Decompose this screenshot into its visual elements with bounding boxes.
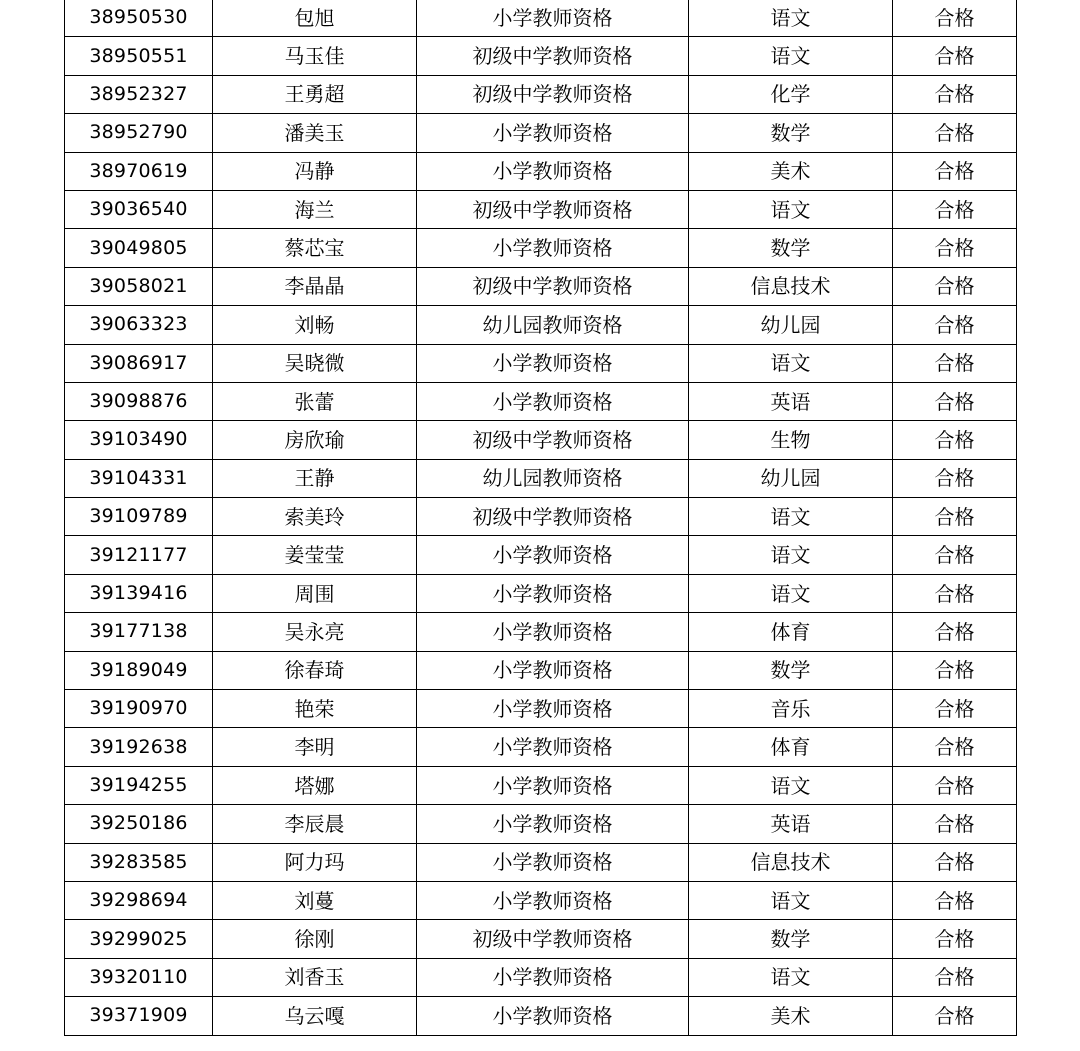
cell-subject: 英语 [689, 805, 893, 843]
cell-result: 合格 [893, 881, 1017, 919]
cell-qualification: 小学教师资格 [417, 114, 689, 152]
cell-exam-id: 39190970 [65, 690, 213, 728]
cell-result: 合格 [893, 690, 1017, 728]
cell-subject: 数学 [689, 920, 893, 958]
cell-name: 吴晓微 [213, 344, 417, 382]
cell-qualification: 初级中学教师资格 [417, 421, 689, 459]
table-row [65, 613, 1017, 651]
cell-name: 周围 [213, 574, 417, 612]
cell-name: 张蕾 [213, 382, 417, 420]
cell-qualification: 小学教师资格 [417, 229, 689, 267]
cell-subject: 幼儿园 [689, 306, 893, 344]
cell-exam-id: 39194255 [65, 766, 213, 804]
table-row [65, 0, 1017, 37]
cell-name: 阿力玛 [213, 843, 417, 881]
table-row [65, 421, 1017, 459]
cell-subject: 信息技术 [689, 267, 893, 305]
cell-exam-id: 39283585 [65, 843, 213, 881]
cell-result: 合格 [893, 958, 1017, 996]
cell-name: 蔡芯宝 [213, 229, 417, 267]
results-table [64, 0, 1017, 1036]
cell-result: 合格 [893, 421, 1017, 459]
cell-qualification: 幼儿园教师资格 [417, 306, 689, 344]
cell-subject: 数学 [689, 229, 893, 267]
cell-qualification: 小学教师资格 [417, 997, 689, 1035]
cell-qualification: 小学教师资格 [417, 843, 689, 881]
table-row [65, 805, 1017, 843]
cell-name: 冯静 [213, 152, 417, 190]
table-row [65, 267, 1017, 305]
cell-result: 合格 [893, 459, 1017, 497]
cell-exam-id: 39299025 [65, 920, 213, 958]
table-row [65, 229, 1017, 267]
table-row [65, 766, 1017, 804]
table-row [65, 75, 1017, 113]
table-row [65, 536, 1017, 574]
cell-qualification: 小学教师资格 [417, 344, 689, 382]
cell-exam-id: 39250186 [65, 805, 213, 843]
cell-exam-id: 38952327 [65, 75, 213, 113]
cell-name: 李晶晶 [213, 267, 417, 305]
cell-qualification: 小学教师资格 [417, 690, 689, 728]
cell-result: 合格 [893, 651, 1017, 689]
cell-subject: 音乐 [689, 690, 893, 728]
cell-result: 合格 [893, 920, 1017, 958]
table-row [65, 843, 1017, 881]
cell-subject: 语文 [689, 190, 893, 228]
cell-name: 徐春琦 [213, 651, 417, 689]
cell-exam-id: 39036540 [65, 190, 213, 228]
cell-subject: 语文 [689, 536, 893, 574]
cell-qualification: 小学教师资格 [417, 881, 689, 919]
cell-name: 徐刚 [213, 920, 417, 958]
cell-result: 合格 [893, 114, 1017, 152]
cell-exam-id: 39063323 [65, 306, 213, 344]
cell-qualification: 小学教师资格 [417, 958, 689, 996]
cell-qualification: 小学教师资格 [417, 651, 689, 689]
cell-exam-id: 39177138 [65, 613, 213, 651]
cell-result: 合格 [893, 843, 1017, 881]
cell-subject: 语文 [689, 344, 893, 382]
table-row [65, 344, 1017, 382]
cell-name: 塔娜 [213, 766, 417, 804]
cell-exam-id: 39104331 [65, 459, 213, 497]
table-row [65, 152, 1017, 190]
cell-result: 合格 [893, 766, 1017, 804]
cell-qualification: 初级中学教师资格 [417, 267, 689, 305]
cell-subject: 语文 [689, 574, 893, 612]
cell-qualification: 小学教师资格 [417, 152, 689, 190]
cell-exam-id: 39320110 [65, 958, 213, 996]
cell-result: 合格 [893, 536, 1017, 574]
cell-result: 合格 [893, 382, 1017, 420]
cell-name: 李辰晨 [213, 805, 417, 843]
cell-exam-id: 39121177 [65, 536, 213, 574]
cell-qualification: 初级中学教师资格 [417, 37, 689, 75]
cell-qualification: 小学教师资格 [417, 805, 689, 843]
cell-subject: 美术 [689, 997, 893, 1035]
cell-exam-id: 39086917 [65, 344, 213, 382]
cell-result: 合格 [893, 997, 1017, 1035]
cell-name: 王静 [213, 459, 417, 497]
cell-result: 合格 [893, 0, 1017, 37]
cell-name: 艳荣 [213, 690, 417, 728]
cell-exam-id: 38950530 [65, 0, 213, 37]
cell-exam-id: 38970619 [65, 152, 213, 190]
cell-result: 合格 [893, 728, 1017, 766]
cell-subject: 英语 [689, 382, 893, 420]
table-row [65, 574, 1017, 612]
cell-qualification: 小学教师资格 [417, 766, 689, 804]
cell-qualification: 小学教师资格 [417, 613, 689, 651]
cell-name: 刘香玉 [213, 958, 417, 996]
cell-name: 房欣瑜 [213, 421, 417, 459]
cell-exam-id: 39139416 [65, 574, 213, 612]
cell-name: 姜莹莹 [213, 536, 417, 574]
cell-subject: 语文 [689, 958, 893, 996]
cell-subject: 语文 [689, 766, 893, 804]
cell-exam-id: 39109789 [65, 498, 213, 536]
cell-name: 潘美玉 [213, 114, 417, 152]
table-row [65, 997, 1017, 1035]
cell-exam-id: 39103490 [65, 421, 213, 459]
cell-subject: 化学 [689, 75, 893, 113]
table-row [65, 651, 1017, 689]
cell-name: 刘畅 [213, 306, 417, 344]
cell-exam-id: 39098876 [65, 382, 213, 420]
cell-subject: 美术 [689, 152, 893, 190]
cell-subject: 语文 [689, 37, 893, 75]
cell-exam-id: 39192638 [65, 728, 213, 766]
table-row [65, 306, 1017, 344]
cell-name: 王勇超 [213, 75, 417, 113]
cell-name: 包旭 [213, 0, 417, 37]
cell-qualification: 初级中学教师资格 [417, 190, 689, 228]
table-row [65, 958, 1017, 996]
table-row [65, 382, 1017, 420]
cell-subject: 数学 [689, 114, 893, 152]
cell-exam-id: 39371909 [65, 997, 213, 1035]
cell-name: 乌云嘎 [213, 997, 417, 1035]
cell-result: 合格 [893, 75, 1017, 113]
table-row [65, 498, 1017, 536]
cell-result: 合格 [893, 152, 1017, 190]
cell-qualification: 初级中学教师资格 [417, 75, 689, 113]
cell-result: 合格 [893, 344, 1017, 382]
cell-name: 索美玲 [213, 498, 417, 536]
table-row [65, 459, 1017, 497]
cell-qualification: 初级中学教师资格 [417, 498, 689, 536]
cell-qualification: 小学教师资格 [417, 574, 689, 612]
cell-result: 合格 [893, 498, 1017, 536]
cell-subject: 生物 [689, 421, 893, 459]
table-row [65, 728, 1017, 766]
cell-subject: 数学 [689, 651, 893, 689]
cell-exam-id: 38950551 [65, 37, 213, 75]
cell-qualification: 幼儿园教师资格 [417, 459, 689, 497]
cell-name: 吴永亮 [213, 613, 417, 651]
table-row [65, 190, 1017, 228]
cell-subject: 语文 [689, 498, 893, 536]
cell-result: 合格 [893, 306, 1017, 344]
cell-name: 李明 [213, 728, 417, 766]
cell-result: 合格 [893, 229, 1017, 267]
cell-qualification: 小学教师资格 [417, 0, 689, 37]
cell-result: 合格 [893, 37, 1017, 75]
table-row [65, 920, 1017, 958]
cell-subject: 语文 [689, 0, 893, 37]
results-table-body [65, 0, 1017, 1035]
cell-qualification: 小学教师资格 [417, 728, 689, 766]
cell-qualification: 小学教师资格 [417, 382, 689, 420]
cell-name: 刘蔓 [213, 881, 417, 919]
cell-subject: 幼儿园 [689, 459, 893, 497]
cell-result: 合格 [893, 574, 1017, 612]
cell-name: 马玉佳 [213, 37, 417, 75]
cell-result: 合格 [893, 613, 1017, 651]
cell-exam-id: 39058021 [65, 267, 213, 305]
table-row [65, 881, 1017, 919]
cell-qualification: 初级中学教师资格 [417, 920, 689, 958]
cell-qualification: 小学教师资格 [417, 536, 689, 574]
cell-exam-id: 38952790 [65, 114, 213, 152]
cell-exam-id: 39049805 [65, 229, 213, 267]
table-row [65, 37, 1017, 75]
cell-exam-id: 39298694 [65, 881, 213, 919]
cell-exam-id: 39189049 [65, 651, 213, 689]
cell-subject: 体育 [689, 613, 893, 651]
cell-subject: 语文 [689, 881, 893, 919]
cell-result: 合格 [893, 267, 1017, 305]
cell-result: 合格 [893, 190, 1017, 228]
cell-subject: 信息技术 [689, 843, 893, 881]
cell-result: 合格 [893, 805, 1017, 843]
table-row [65, 690, 1017, 728]
cell-name: 海兰 [213, 190, 417, 228]
cell-subject: 体育 [689, 728, 893, 766]
table-row [65, 114, 1017, 152]
